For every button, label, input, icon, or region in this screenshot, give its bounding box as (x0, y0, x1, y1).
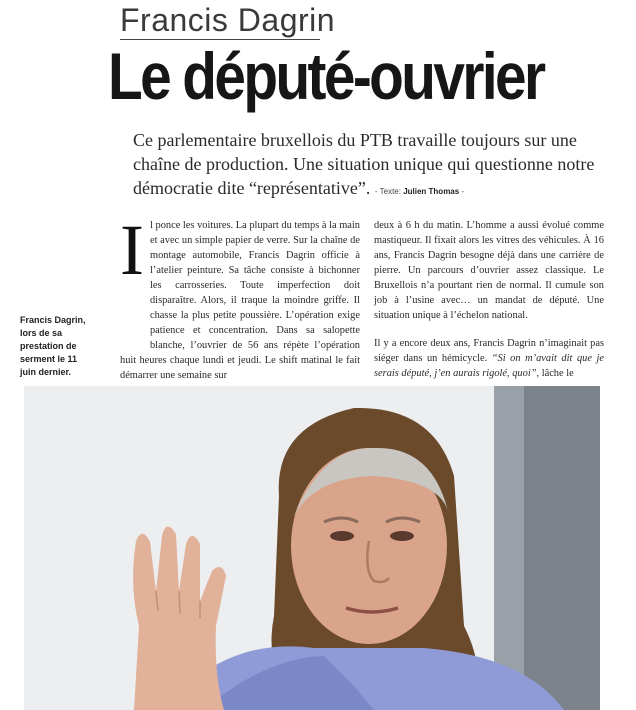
paragraph-start: Il y a encore deux ans, Francis Dagrin n’imaginait pas siéger dans un hémicycle. (374, 338, 604, 364)
article-headline: Le député-ouvrier (108, 39, 544, 113)
lead-text: Ce parlementaire bruxellois du PTB travaille toujours sur une chaîne de production. Une situation unique qui questionne notre démocratie dite “représentative”. (133, 130, 595, 198)
drop-cap: I (120, 210, 144, 290)
body-column-2 (374, 218, 604, 381)
byline-author: Julien Thomas (403, 187, 460, 196)
article-kicker: Francis Dagrin (120, 2, 336, 38)
pull-quote: “Si on m’avait dit que je serais député, j’en aurais rigolé, quoi” (374, 353, 604, 379)
photo-illustration (24, 386, 600, 710)
byline-suffix: - (459, 187, 465, 196)
article-lead (133, 128, 603, 204)
body-paragraph (374, 336, 604, 381)
byline-prefix: - Texte: (374, 187, 404, 196)
photo-caption: Francis Dagrin, lors de sa prestation de serment le 11 juin dernier. (20, 315, 86, 377)
body-column-1 (120, 210, 360, 383)
paragraph-end: , lâche le (536, 368, 574, 379)
byline (375, 187, 464, 196)
body-paragraph: deux à 6 h du matin. L’homme a aussi évolué comme mastiqueur. Il fixait alors les vitres des véhicules. À 16 ans, Francis Dagrin besogne déjà dans une carrière de pierre. Un parcours d’ouvrier assez classique. Le Bruxellois n’a pourtant rien de normal. Il cumule son job à l’usine avec… un mandat de député. Une situation unique à l’échelon national. (374, 220, 604, 321)
article-photo (24, 386, 600, 710)
body-paragraph: l ponce les voitures. La plupart du temps à la main et avec un simple papier de verre. Sur la chaîne de montage automobile, Francis Dagrin officie à l’atelier peinture. Sa tâche consiste à bichonner les carrosseries. Toute imperfection doit disparaître. Alors, il traque la moindre griffe. Il chasse la plus petite poussière. L’opération exige patience et concentration. Dans sa salopette blanche, l’ouvrier de 56 ans répète l’opération huit heures chaque lundi et jeudi. Le shift matinal le fait démarrer une semaine sur (120, 220, 360, 381)
